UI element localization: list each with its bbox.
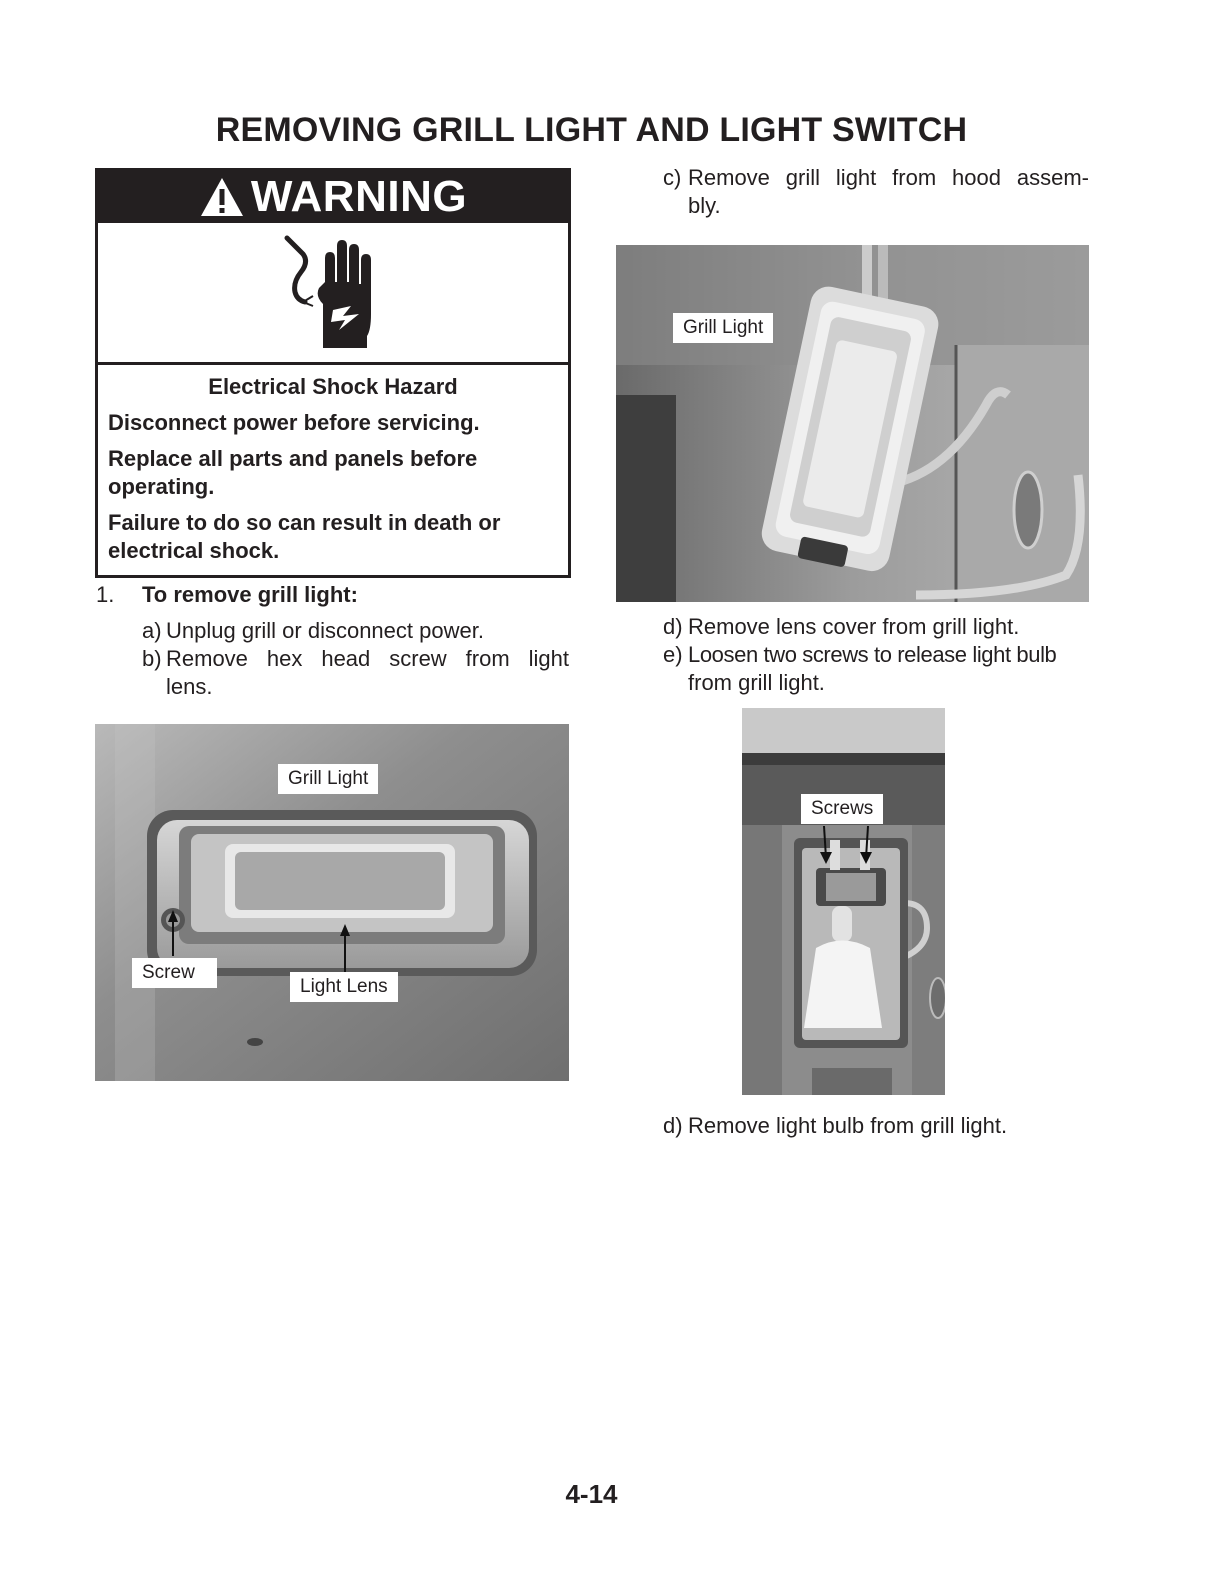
label-light-lens: Light Lens <box>290 972 398 1002</box>
step-e-text-line1: Loosen two screws to release light bulb <box>688 642 1057 667</box>
warning-header <box>98 171 568 223</box>
step-b-text-line2: lens. <box>166 674 213 699</box>
warning-hazard-title: Electrical Shock Hazard <box>208 374 458 399</box>
step-d-label: d) <box>663 614 683 639</box>
photo-grill-light-screw <box>95 724 569 1081</box>
step-c-text-line2: bly. <box>688 193 721 218</box>
step-d-text: Remove lens cover from grill light. <box>688 614 1020 639</box>
warning-line-1: Disconnect power before servicing. <box>108 410 480 435</box>
photo-grill-light-removed <box>616 245 1089 602</box>
warning-line-3: Failure to do so can result in death or electrical shock. <box>108 510 501 563</box>
step-b-label: b) <box>142 646 162 671</box>
grill-light-hood-image <box>616 245 1089 602</box>
step-c-text-line1: Remove grill light from hood assem- <box>688 165 1089 190</box>
label-screws: Screws <box>801 794 883 824</box>
electric-shock-hand-icon <box>273 230 393 356</box>
label-screw: Screw <box>132 958 217 988</box>
step-e-text-line2: from grill light. <box>688 670 825 695</box>
step-e-label: e) <box>663 642 683 667</box>
step-d2-label: d) <box>663 1113 683 1138</box>
step-a-label: a) <box>142 618 162 643</box>
step-d2-text: Remove light bulb from grill light. <box>688 1113 1008 1138</box>
warning-header-text: WARNING <box>250 172 468 221</box>
shock-hazard-area <box>98 223 568 365</box>
step-c-label: c) <box>663 165 682 190</box>
step-b-text-line1: Remove hex head screw from light <box>166 646 569 671</box>
photo-light-bulb-screws <box>742 708 945 1095</box>
label-grill-light-2: Grill Light <box>673 313 773 343</box>
page-title: REMOVING GRILL LIGHT AND LIGHT SWITCH <box>215 111 968 149</box>
step-number: 1. <box>96 582 115 607</box>
light-bulb-screws-image <box>742 708 945 1095</box>
warning-text <box>108 373 558 573</box>
step-heading: To remove grill light: <box>142 582 358 607</box>
warning-line-2: Replace all parts and panels before operating. <box>108 446 478 499</box>
page-number: 4-14 <box>565 1479 618 1509</box>
warning-box <box>95 168 571 578</box>
label-grill-light: Grill Light <box>278 764 378 794</box>
step-a-text: Unplug grill or disconnect power. <box>166 618 484 643</box>
warning-triangle-icon <box>199 176 245 218</box>
